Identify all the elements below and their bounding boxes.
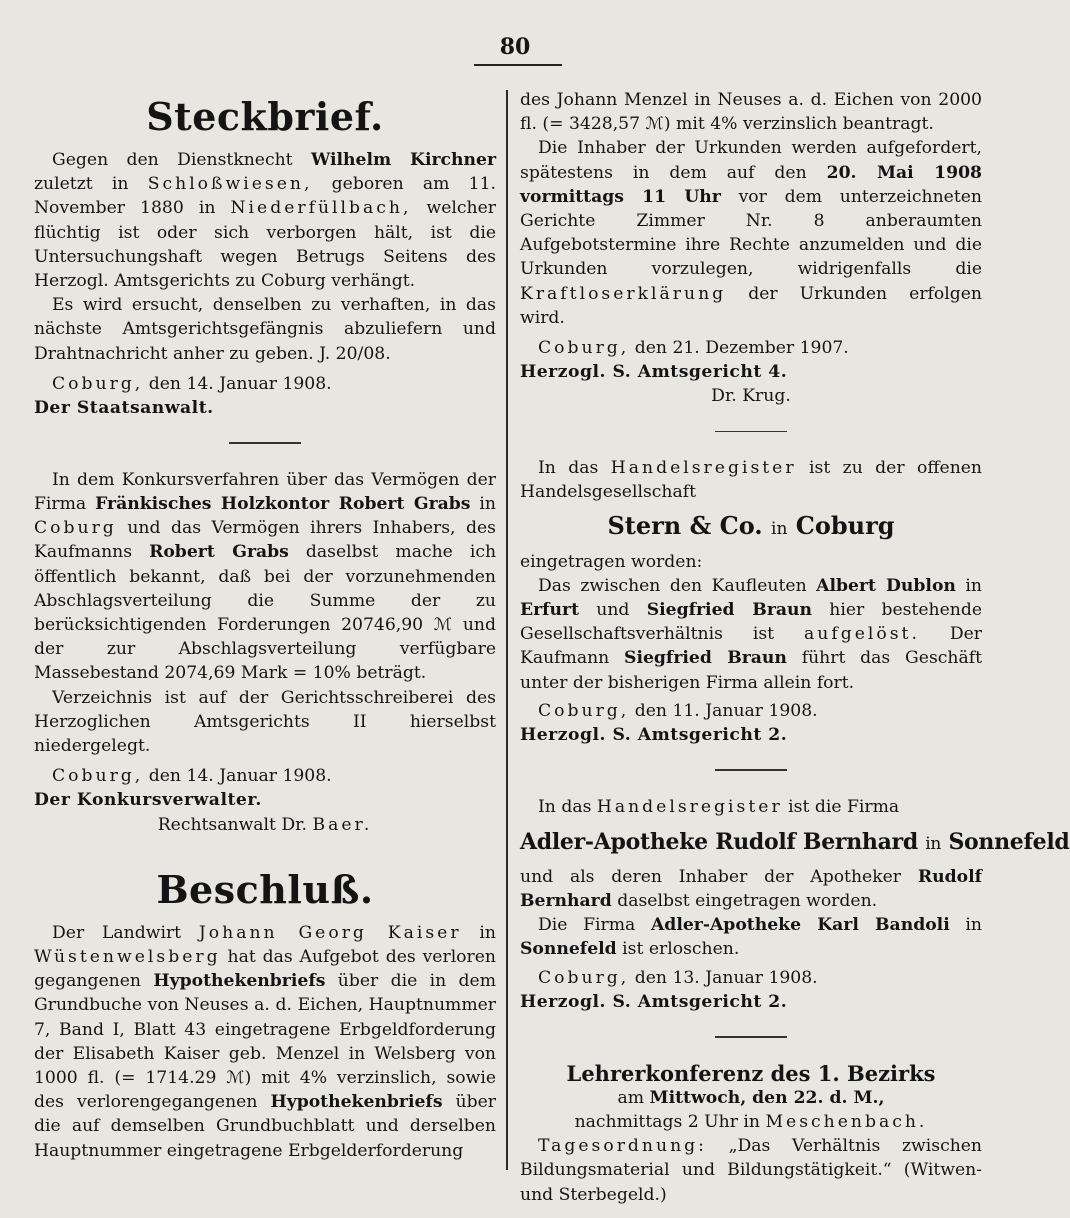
- steckbrief-wanted-name: Wilhelm Kirchner: [310, 150, 496, 170]
- konferenz-line3-a: nachmittags 2 Uhr in: [574, 1112, 760, 1132]
- handel1-date: den 11. Januar 1908.: [634, 700, 818, 721]
- handel2-place: Sonnefeld: [520, 939, 617, 960]
- konferenz-line-3: [520, 1110, 982, 1134]
- beschluss-cont-date: 20. Mai 1908 vormittags 11 Uhr: [520, 162, 983, 207]
- handel2-owner-name: Rudolf Bernhard: [520, 866, 983, 912]
- page-number: 80: [499, 34, 531, 60]
- handel2-city: Coburg,: [538, 967, 630, 988]
- column-divider: [506, 90, 508, 1170]
- separator-rule: [715, 769, 787, 771]
- right-column: [520, 88, 1070, 1207]
- handel1-text-b: ist zu der offenen Handelsgesellschaft: [520, 458, 983, 503]
- beschluss-bold-2: Hypothekenbriefs: [270, 1092, 443, 1113]
- beschluss-cont-paragraph-1: des Johann Menzel in Neuses a. d. Eichen von 2000 fl. (= 3428,57 ℳ) mit 4% verzinslich beantragt.: [520, 90, 982, 135]
- beschluss-text-d: über die in dem Grundbuche von Neuses a. d. Eichen, Hauptnummer 7, Band I, Blatt 43 eingetragene Erbgeldforderung der Elisabeth Kaiser geb. Menzel in Welsberg von 1000 fl. (= 1714.29 ℳ) mit 4% verzinslich, sowie des verlorengegangenen: [34, 971, 497, 1113]
- handel1-firm-place: Coburg: [795, 510, 895, 540]
- konferenz-title: Lehrerkonferenz des 1. Bezirks: [566, 1060, 936, 1086]
- handel2-firm-line: [520, 825, 1070, 861]
- konkurs-paragraph-1: [34, 468, 496, 686]
- steckbrief-text-b: zuletzt in: [34, 174, 129, 195]
- beschluss-cont-signature: Herzogl. S. Amtsgericht 4.: [520, 362, 788, 383]
- konkurs-place-date: [34, 764, 496, 788]
- beschluss-farmer-name: Johann Georg Kaiser: [198, 922, 462, 943]
- handel2-paragraph-2: [520, 865, 982, 913]
- steckbrief-date: den 14. Januar 1908.: [148, 373, 332, 394]
- steckbrief-title: Steckbrief.: [146, 94, 384, 139]
- handel2-place-date: [520, 966, 982, 990]
- handel2-paragraph-1: [520, 795, 982, 819]
- handel2-text-e: Die Firma: [538, 915, 636, 936]
- handel2-text-b: ist die Firma: [788, 796, 900, 817]
- beschluss-text-e: über die auf demselben Grundbuchblatt und derselben Hauptnummer eingetragene Erbgelderforderung: [34, 1092, 497, 1161]
- handel1-place-1: Erfurt: [520, 599, 580, 620]
- konferenz-line2-a: am: [617, 1087, 645, 1108]
- steckbrief-paragraph-2: Es wird ersucht, denselben zu verhaften, in das nächste Amtsgerichtsgefängnis abzuliefern und Drahtnachricht anher zu geben. J. 20/08.: [34, 295, 496, 364]
- handel2-spaced: Handelsregister: [596, 796, 783, 817]
- beschluss-text-b: in: [479, 922, 496, 943]
- steckbrief-signature: Der Staatsanwalt.: [34, 398, 214, 419]
- konkurs-merchant-name: Robert Grabs: [149, 542, 289, 563]
- handel2-text-g: ist erloschen.: [622, 939, 740, 960]
- beschluss-cont-date-line: den 21. Dezember 1907.: [634, 338, 849, 359]
- beschluss-place: Wüstenwelsberg: [34, 946, 221, 967]
- left-column: [34, 88, 496, 1163]
- handel1-spaced: Handelsregister: [610, 458, 797, 479]
- beschluss-cont-place-date: [520, 336, 982, 360]
- konkurs-firm: Fränkisches Holzkontor Robert Grabs: [95, 493, 471, 514]
- handel1-signature: Herzogl. S. Amtsgericht 2.: [520, 724, 788, 745]
- handel1-firm-line: [520, 509, 982, 546]
- handel1-paragraph-2: eingetragen worden:: [520, 551, 703, 572]
- handel1-firm-in: in: [771, 518, 788, 539]
- handel2-text-f: in: [965, 915, 982, 936]
- handel2-text-c: und als deren Inhaber der Apotheker: [520, 866, 902, 887]
- handel2-firm: Adler-Apotheke Rudolf Bernhard: [520, 828, 918, 855]
- handel1-name-2: Siegfried Braun: [646, 599, 812, 620]
- handel1-firm: Stern & Co.: [607, 510, 763, 540]
- steckbrief-text-d: welcher flüchtig ist oder sich verborgen hält, ist die Untersuchungshaft wegen Betrugs Seitens des Herzogl. Amtsgerichts zu Coburg verhängt.: [34, 198, 496, 292]
- konkurs-signature-2: [34, 813, 496, 837]
- separator-rule: [229, 442, 301, 444]
- handel1-text-g: Der Kaufmann: [520, 624, 982, 669]
- handel1-text-c: Das zwischen den Kaufleuten: [538, 575, 807, 596]
- handel1-text-d: in: [965, 575, 982, 596]
- handel1-text-a: In das: [538, 458, 599, 479]
- konkurs-paragraph-2: Verzeichnis ist auf der Gerichtsschreiberei des Herzoglichen Amtsgerichts II hierselbst niedergelegt.: [34, 687, 496, 756]
- handel1-text-h: führt das Geschäft unter der bisherigen Firma allein fort.: [520, 648, 982, 693]
- beschluss-cont-text-b: vor dem unterzeichneten Gerichte Zimmer Nr. 8 anberaumten Aufgebotstermine ihre Rechte anzumelden und die Urkunden vorzulegen, widrigenfalls die: [520, 186, 982, 280]
- konkurs-sig2-b: Baer.: [312, 814, 373, 835]
- handel1-city: Coburg,: [538, 700, 630, 721]
- handel2-text-d: daselbst eingetragen worden.: [617, 891, 878, 912]
- beschluss-text-c: hat das Aufgebot des verloren gegangenen: [34, 946, 496, 992]
- beschluss-cont-text-a: Die Inhaber der Urkunden werden aufgefordert, spätestens in dem auf den: [520, 138, 982, 183]
- beschluss-cont-text-c: der Urkunden erfolgen wird.: [520, 283, 983, 328]
- konferenz-agenda-text: „Das Verhältnis zwischen Bildungsmaterial und Bildungstätigkeit.“ (Witwen- und Sterbegeld.): [520, 1136, 983, 1205]
- handel2-text-a: In das: [538, 796, 592, 817]
- konkurs-text-d: daselbst mache ich öffentlich bekannt, daß bei der vorzunehmenden Abschlagsverteilung die Summe der zu berücksichtigenden Forderungen 20746,90 ℳ und der zur Abschlagsverteilung verfügbare Massebestand 2074,69 Mark = 10% beträgt.: [34, 542, 497, 684]
- konkurs-text-b: in: [479, 493, 496, 514]
- steckbrief-place: Schloßwiesen,: [147, 174, 313, 195]
- handel2-paragraph-3: [520, 913, 982, 961]
- page-number-rule: [474, 64, 562, 66]
- steckbrief-city: Coburg,: [52, 373, 144, 394]
- konkurs-date: den 14. Januar 1908.: [148, 766, 332, 787]
- beschluss-cont-signature-2: Dr. Krug.: [711, 386, 791, 407]
- separator-rule: [715, 1036, 787, 1038]
- konferenz-date: Mittwoch, den 22. d. M.,: [649, 1087, 885, 1108]
- konkurs-text-a: In dem Konkursverfahren über das Vermögen der Firma: [34, 469, 496, 514]
- handel1-place-date: [520, 699, 982, 723]
- beschluss-title: Beschluß.: [156, 866, 374, 912]
- beschluss-cont-paragraph-2: [520, 136, 982, 330]
- beschluss-text-a: Der Landwirt: [52, 922, 182, 943]
- konferenz-agenda-label: Tagesordnung:: [538, 1136, 707, 1157]
- handel1-spaced-2: aufgelöst.: [804, 624, 920, 645]
- handel1-paragraph-3: [520, 574, 982, 695]
- handel1-name-3: Siegfried Braun: [624, 648, 787, 669]
- handel2-firm-in: in: [925, 833, 942, 854]
- konkurs-place: Coburg: [34, 518, 117, 539]
- beschluss-cont-city: Coburg,: [538, 338, 630, 359]
- handel2-date: den 13. Januar 1908.: [634, 967, 818, 988]
- konferenz-place: Meschenbach.: [765, 1112, 928, 1132]
- handel1-name-1: Albert Dublon: [816, 575, 956, 596]
- handel2-old-firm: Adler-Apotheke Karl Bandoli: [650, 915, 950, 936]
- handel2-firm-place: Sonnefeld: [948, 828, 1070, 855]
- handel1-paragraph-1: [520, 456, 982, 504]
- steckbrief-text-c: geboren am 11. November 1880 in: [34, 174, 497, 219]
- steckbrief-text-a: Gegen den Dienstknecht: [52, 150, 293, 170]
- handel2-signature: Herzogl. S. Amtsgericht 2.: [520, 991, 788, 1012]
- handel1-text-f: hier bestehende Gesellschaftsverhältnis ist: [520, 599, 982, 645]
- steckbrief-birthplace: Niederfüllbach,: [230, 198, 412, 219]
- konkurs-text-c: und das Vermögen ihrers Inhabers, des Kaufmanns: [34, 518, 496, 563]
- konkurs-signature: Der Konkursverwalter.: [34, 790, 262, 811]
- beschluss-cont-spaced: Kraftloserklärung: [520, 283, 727, 304]
- konkurs-sig2-a: Rechtsanwalt Dr.: [157, 814, 307, 835]
- konferenz-agenda: [520, 1134, 982, 1207]
- steckbrief-place-date: [34, 372, 496, 396]
- handel1-text-e: und: [596, 599, 630, 620]
- steckbrief-paragraph-1: [34, 148, 496, 293]
- beschluss-paragraph-1: [34, 921, 496, 1163]
- separator-rule: [715, 431, 787, 433]
- beschluss-bold-1: Hypothekenbriefs: [153, 971, 326, 992]
- konferenz-line-2: [520, 1086, 982, 1110]
- konkurs-city: Coburg,: [52, 766, 144, 787]
